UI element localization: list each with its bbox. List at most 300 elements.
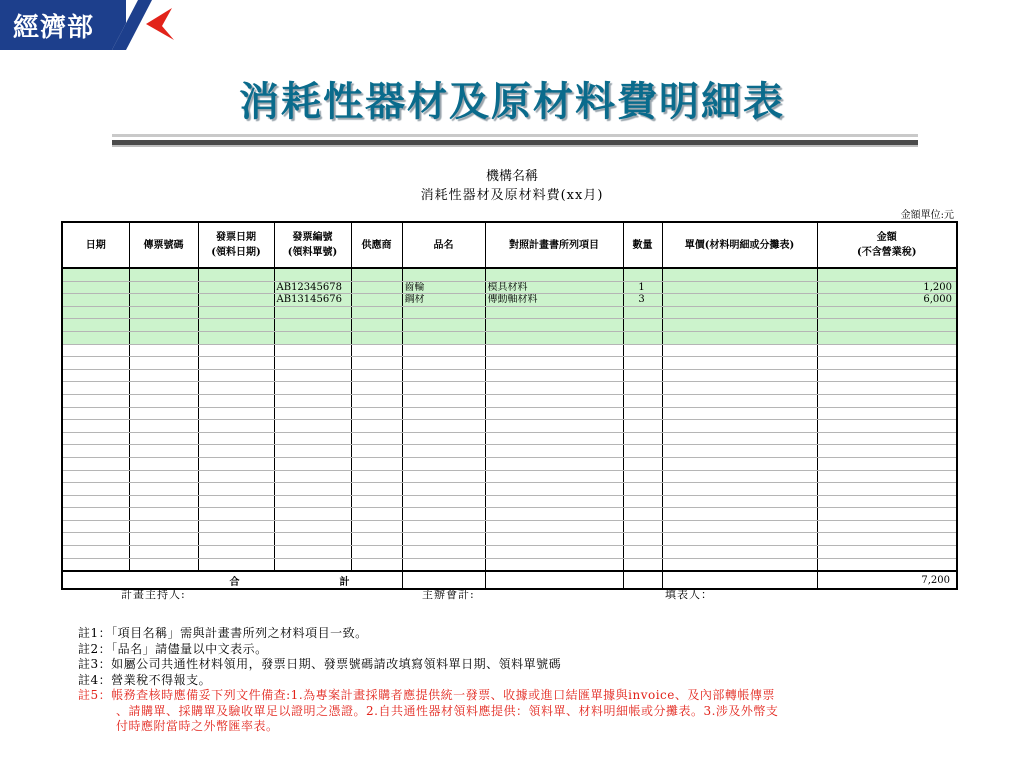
cell-invoice-date bbox=[198, 533, 274, 546]
cell-voucher-no bbox=[129, 457, 198, 470]
cell-date bbox=[62, 382, 129, 395]
table-row bbox=[62, 495, 957, 508]
cell-unit-price bbox=[662, 533, 817, 546]
cell-date bbox=[62, 520, 129, 533]
cell-date bbox=[62, 294, 129, 307]
cell-plan-item bbox=[485, 457, 623, 470]
cell-supplier bbox=[351, 268, 402, 281]
table-row bbox=[62, 508, 957, 521]
note-5-line-2: 、請購單、採購單及驗收單足以證明之憑證。2.自共通性器材領料應提供：領料單、材料明細帳或分攤表。3.涉及外幣支 bbox=[116, 703, 779, 718]
cell-date bbox=[62, 306, 129, 319]
cell-item-name bbox=[402, 470, 485, 483]
cell-date bbox=[62, 470, 129, 483]
table-row bbox=[62, 382, 957, 395]
cell-voucher-no bbox=[129, 281, 198, 294]
table-row bbox=[62, 520, 957, 533]
table-row bbox=[62, 546, 957, 559]
cell-plan-item bbox=[485, 357, 623, 370]
cell-invoice-no bbox=[274, 533, 351, 546]
note-4: 註4：營業稅不得報支。 bbox=[78, 672, 212, 687]
org-name: 機構名稱 bbox=[485, 169, 538, 184]
cell-item-name bbox=[402, 319, 485, 332]
cell-unit-price bbox=[662, 331, 817, 344]
cell-amount bbox=[817, 331, 957, 344]
cell-supplier bbox=[351, 558, 402, 571]
cell-quantity bbox=[623, 470, 662, 483]
cell-date bbox=[62, 508, 129, 521]
cell-amount bbox=[817, 508, 957, 521]
cell-item-name bbox=[402, 533, 485, 546]
cell-invoice-date bbox=[198, 369, 274, 382]
total-label-2: 計 bbox=[339, 576, 350, 588]
cell-invoice-no bbox=[274, 344, 351, 357]
cell-invoice-date bbox=[198, 495, 274, 508]
cell-unit-price bbox=[662, 558, 817, 571]
note-5-line-1: 註5：帳務查核時應備妥下列文件備查:1.為專案計畫採購者應提供統一發票、收據或進口結匯單據與invoice、及內部轉帳傳票 bbox=[78, 688, 775, 702]
cell-quantity bbox=[623, 508, 662, 521]
cell-voucher-no bbox=[129, 508, 198, 521]
col-header-date: 日期 bbox=[62, 222, 129, 268]
cell-quantity bbox=[623, 483, 662, 496]
cell-unit-price bbox=[662, 394, 817, 407]
table-header-row bbox=[62, 222, 957, 268]
cell-amount bbox=[817, 306, 957, 319]
cell-voucher-no bbox=[129, 357, 198, 370]
cell-invoice-no bbox=[274, 495, 351, 508]
cell-supplier bbox=[351, 281, 402, 294]
col-header-plan-item: 對照計畫書所列項目 bbox=[485, 222, 623, 268]
cell-quantity bbox=[623, 558, 662, 571]
cell-invoice-date bbox=[198, 344, 274, 357]
table-row bbox=[62, 470, 957, 483]
cell-date bbox=[62, 558, 129, 571]
cell-plan-item bbox=[485, 382, 623, 395]
cell-supplier bbox=[351, 495, 402, 508]
cell-supplier bbox=[351, 508, 402, 521]
page-title: 消耗性器材及原材料費明細表 bbox=[239, 78, 785, 125]
table-row bbox=[62, 533, 957, 546]
cell-date bbox=[62, 533, 129, 546]
cell-invoice-date bbox=[198, 445, 274, 458]
cell-item-name bbox=[402, 306, 485, 319]
cell-invoice-no bbox=[274, 457, 351, 470]
cell-invoice-date bbox=[198, 382, 274, 395]
cell-quantity bbox=[623, 432, 662, 445]
cell-invoice-date bbox=[198, 331, 274, 344]
cell-voucher-no bbox=[129, 533, 198, 546]
cell-invoice-date bbox=[198, 394, 274, 407]
cell-quantity: 1 bbox=[623, 281, 662, 294]
logo-emblem-icon bbox=[112, 0, 184, 50]
cell-supplier bbox=[351, 457, 402, 470]
cell-voucher-no bbox=[129, 319, 198, 332]
cell-item-name bbox=[402, 407, 485, 420]
cell-invoice-no bbox=[274, 369, 351, 382]
cell-supplier bbox=[351, 382, 402, 395]
total-empty-cell bbox=[623, 571, 662, 589]
cell-amount bbox=[817, 445, 957, 458]
cell-voucher-no bbox=[129, 495, 198, 508]
cell-amount bbox=[817, 558, 957, 571]
cell-quantity bbox=[623, 495, 662, 508]
cell-unit-price bbox=[662, 445, 817, 458]
cell-unit-price bbox=[662, 495, 817, 508]
cell-item-name bbox=[402, 508, 485, 521]
cell-date bbox=[62, 319, 129, 332]
cell-voucher-no bbox=[129, 546, 198, 559]
cell-amount bbox=[817, 546, 957, 559]
table-row bbox=[62, 319, 957, 332]
cell-voucher-no bbox=[129, 382, 198, 395]
cell-date bbox=[62, 331, 129, 344]
cell-amount bbox=[817, 382, 957, 395]
ministry-logo bbox=[0, 0, 184, 50]
cell-unit-price bbox=[662, 382, 817, 395]
cell-supplier bbox=[351, 432, 402, 445]
cell-unit-price bbox=[662, 432, 817, 445]
col-header-amount: 金額 (不含營業稅) bbox=[817, 222, 957, 268]
cell-invoice-no bbox=[274, 520, 351, 533]
table-row bbox=[62, 407, 957, 420]
cell-supplier bbox=[351, 294, 402, 307]
cell-plan-item bbox=[485, 344, 623, 357]
cell-supplier bbox=[351, 546, 402, 559]
cell-voucher-no bbox=[129, 520, 198, 533]
cell-date bbox=[62, 268, 129, 281]
cell-plan-item bbox=[485, 470, 623, 483]
note-1: 註1：「項目名稱」需與計畫書所列之材料項目一致。 bbox=[78, 626, 368, 640]
cell-quantity bbox=[623, 394, 662, 407]
cell-unit-price bbox=[662, 508, 817, 521]
cell-item-name bbox=[402, 394, 485, 407]
note-3: 註3：如屬公司共通性材料領用，發票日期、發票號碼請改填寫領料單日期、領料單號碼 bbox=[78, 657, 562, 671]
cell-amount bbox=[817, 495, 957, 508]
cell-invoice-no bbox=[274, 382, 351, 395]
table-row bbox=[62, 483, 957, 496]
cell-invoice-date bbox=[198, 420, 274, 433]
notes-section bbox=[78, 626, 958, 735]
cell-date bbox=[62, 407, 129, 420]
cell-invoice-date bbox=[198, 520, 274, 533]
cell-quantity bbox=[623, 546, 662, 559]
total-label-1: 合 bbox=[229, 576, 240, 588]
cell-invoice-date bbox=[198, 306, 274, 319]
cell-amount bbox=[817, 394, 957, 407]
cell-invoice-no bbox=[274, 394, 351, 407]
cell-amount bbox=[817, 268, 957, 281]
title-divider-shadow bbox=[112, 145, 918, 147]
cell-item-name bbox=[402, 495, 485, 508]
cell-invoice-no bbox=[274, 407, 351, 420]
total-label-cell bbox=[62, 571, 402, 589]
cell-item-name bbox=[402, 331, 485, 344]
cell-supplier bbox=[351, 357, 402, 370]
col-header-unit-price: 單價(材料明細或分攤表) bbox=[662, 222, 817, 268]
cell-voucher-no bbox=[129, 268, 198, 281]
table-row bbox=[62, 331, 957, 344]
cell-invoice-no bbox=[274, 420, 351, 433]
cell-plan-item bbox=[485, 394, 623, 407]
cell-item-name bbox=[402, 268, 485, 281]
cell-supplier bbox=[351, 344, 402, 357]
cell-quantity bbox=[623, 319, 662, 332]
cell-item-name bbox=[402, 344, 485, 357]
cell-invoice-no bbox=[274, 432, 351, 445]
cell-invoice-no bbox=[274, 319, 351, 332]
cell-voucher-no bbox=[129, 432, 198, 445]
cell-amount bbox=[817, 344, 957, 357]
cell-amount bbox=[817, 357, 957, 370]
logo-text: 經濟部 bbox=[13, 13, 95, 43]
cell-invoice-date bbox=[198, 470, 274, 483]
cell-plan-item bbox=[485, 268, 623, 281]
cell-voucher-no bbox=[129, 420, 198, 433]
cell-invoice-no: AB12345678 bbox=[274, 281, 351, 294]
cell-invoice-date bbox=[198, 268, 274, 281]
cell-unit-price bbox=[662, 457, 817, 470]
cell-supplier bbox=[351, 369, 402, 382]
cell-unit-price bbox=[662, 268, 817, 281]
col-header-invoice-no: 發票編號 (領料單號) bbox=[274, 222, 351, 268]
cell-plan-item bbox=[485, 306, 623, 319]
cell-invoice-date bbox=[198, 281, 274, 294]
cell-invoice-date bbox=[198, 319, 274, 332]
col-header-invoice-date: 發票日期 (領料日期) bbox=[198, 222, 274, 268]
cell-unit-price bbox=[662, 420, 817, 433]
cell-amount bbox=[817, 407, 957, 420]
cell-invoice-date bbox=[198, 294, 274, 307]
cell-invoice-date bbox=[198, 508, 274, 521]
cell-invoice-no bbox=[274, 306, 351, 319]
cell-unit-price bbox=[662, 483, 817, 496]
cell-quantity bbox=[623, 331, 662, 344]
cell-plan-item bbox=[485, 495, 623, 508]
cell-supplier bbox=[351, 319, 402, 332]
cell-amount bbox=[817, 420, 957, 433]
table-row bbox=[62, 306, 957, 319]
cell-date bbox=[62, 432, 129, 445]
total-row bbox=[62, 571, 957, 589]
cell-invoice-date bbox=[198, 483, 274, 496]
cell-quantity bbox=[623, 306, 662, 319]
cell-plan-item bbox=[485, 331, 623, 344]
table-row bbox=[62, 558, 957, 571]
cell-voucher-no bbox=[129, 306, 198, 319]
cell-supplier bbox=[351, 331, 402, 344]
cell-date bbox=[62, 369, 129, 382]
cell-amount bbox=[817, 483, 957, 496]
cell-plan-item bbox=[485, 508, 623, 521]
cell-unit-price bbox=[662, 520, 817, 533]
cell-amount bbox=[817, 470, 957, 483]
cell-quantity bbox=[623, 407, 662, 420]
cell-date bbox=[62, 281, 129, 294]
cell-amount bbox=[817, 432, 957, 445]
table-row bbox=[62, 294, 957, 307]
cell-unit-price bbox=[662, 407, 817, 420]
cell-quantity bbox=[623, 357, 662, 370]
cell-plan-item bbox=[485, 432, 623, 445]
cell-date bbox=[62, 420, 129, 433]
table-row bbox=[62, 369, 957, 382]
cell-voucher-no bbox=[129, 394, 198, 407]
cell-amount bbox=[817, 457, 957, 470]
col-header-quantity: 數量 bbox=[623, 222, 662, 268]
cell-item-name bbox=[402, 357, 485, 370]
cell-supplier bbox=[351, 483, 402, 496]
signature-plan-host: 計畫主持人: bbox=[121, 588, 186, 601]
cell-invoice-no bbox=[274, 558, 351, 571]
cell-item-name bbox=[402, 382, 485, 395]
cell-plan-item bbox=[485, 520, 623, 533]
cell-unit-price bbox=[662, 319, 817, 332]
signature-filler: 填表人： bbox=[665, 588, 713, 601]
cell-voucher-no bbox=[129, 558, 198, 571]
table-body bbox=[62, 268, 957, 571]
cell-plan-item bbox=[485, 445, 623, 458]
cell-unit-price bbox=[662, 344, 817, 357]
table-row bbox=[62, 445, 957, 458]
cell-quantity bbox=[623, 457, 662, 470]
amount-unit: 金額單位:元 bbox=[900, 210, 954, 221]
cell-supplier bbox=[351, 520, 402, 533]
cell-voucher-no bbox=[129, 294, 198, 307]
cell-invoice-no bbox=[274, 546, 351, 559]
cell-item-name bbox=[402, 520, 485, 533]
cell-voucher-no bbox=[129, 407, 198, 420]
cell-plan-item: 傳動軸材料 bbox=[485, 294, 623, 307]
form-subtitle: 消耗性器材及原材料費(xx月) bbox=[420, 188, 604, 203]
cell-item-name bbox=[402, 432, 485, 445]
cell-amount bbox=[817, 369, 957, 382]
cell-item-name: 齒輪 bbox=[402, 281, 485, 294]
cell-unit-price bbox=[662, 281, 817, 294]
cell-plan-item bbox=[485, 533, 623, 546]
signature-accountant: 主辦會計: bbox=[422, 588, 475, 601]
cell-plan-item bbox=[485, 546, 623, 559]
cell-amount bbox=[817, 533, 957, 546]
cell-date bbox=[62, 495, 129, 508]
cell-item-name bbox=[402, 558, 485, 571]
total-amount: 7,200 bbox=[817, 571, 957, 589]
cell-supplier bbox=[351, 470, 402, 483]
title-divider-light bbox=[112, 134, 918, 137]
cell-voucher-no bbox=[129, 470, 198, 483]
note-5-line-3: 付時應附當時之外幣匯率表。 bbox=[116, 719, 279, 733]
expense-table bbox=[61, 221, 958, 590]
cell-invoice-no: AB13145676 bbox=[274, 294, 351, 307]
cell-plan-item bbox=[485, 407, 623, 420]
cell-quantity bbox=[623, 382, 662, 395]
cell-plan-item bbox=[485, 420, 623, 433]
cell-invoice-no bbox=[274, 483, 351, 496]
cell-invoice-no bbox=[274, 508, 351, 521]
cell-item-name bbox=[402, 457, 485, 470]
cell-date bbox=[62, 546, 129, 559]
cell-unit-price bbox=[662, 306, 817, 319]
cell-unit-price bbox=[662, 470, 817, 483]
table-row bbox=[62, 420, 957, 433]
cell-invoice-date bbox=[198, 558, 274, 571]
cell-item-name bbox=[402, 420, 485, 433]
cell-plan-item bbox=[485, 369, 623, 382]
cell-invoice-no bbox=[274, 445, 351, 458]
cell-quantity bbox=[623, 369, 662, 382]
cell-quantity bbox=[623, 420, 662, 433]
cell-unit-price bbox=[662, 369, 817, 382]
cell-invoice-no bbox=[274, 331, 351, 344]
cell-amount bbox=[817, 520, 957, 533]
cell-voucher-no bbox=[129, 483, 198, 496]
cell-supplier bbox=[351, 407, 402, 420]
cell-invoice-no bbox=[274, 470, 351, 483]
cell-supplier bbox=[351, 533, 402, 546]
cell-plan-item bbox=[485, 558, 623, 571]
cell-invoice-date bbox=[198, 546, 274, 559]
cell-voucher-no bbox=[129, 344, 198, 357]
cell-date bbox=[62, 457, 129, 470]
table-row bbox=[62, 268, 957, 281]
col-header-supplier: 供應商 bbox=[351, 222, 402, 268]
cell-date bbox=[62, 483, 129, 496]
col-header-item-name: 品名 bbox=[402, 222, 485, 268]
cell-unit-price bbox=[662, 294, 817, 307]
cell-plan-item bbox=[485, 483, 623, 496]
cell-quantity bbox=[623, 344, 662, 357]
table-row bbox=[62, 281, 957, 294]
cell-amount bbox=[817, 319, 957, 332]
cell-quantity: 3 bbox=[623, 294, 662, 307]
cell-unit-price bbox=[662, 357, 817, 370]
cell-invoice-date bbox=[198, 432, 274, 445]
cell-item-name bbox=[402, 445, 485, 458]
table-row bbox=[62, 432, 957, 445]
cell-invoice-date bbox=[198, 357, 274, 370]
total-empty-cell bbox=[485, 571, 623, 589]
cell-supplier bbox=[351, 306, 402, 319]
cell-supplier bbox=[351, 420, 402, 433]
cell-date bbox=[62, 344, 129, 357]
col-header-voucher: 傳票號碼 bbox=[129, 222, 198, 268]
cell-item-name bbox=[402, 546, 485, 559]
cell-voucher-no bbox=[129, 331, 198, 344]
cell-amount: 1,200 bbox=[817, 281, 957, 294]
cell-date bbox=[62, 394, 129, 407]
cell-voucher-no bbox=[129, 445, 198, 458]
cell-amount: 6,000 bbox=[817, 294, 957, 307]
cell-invoice-date bbox=[198, 457, 274, 470]
cell-quantity bbox=[623, 268, 662, 281]
cell-invoice-date bbox=[198, 407, 274, 420]
cell-item-name: 鋼材 bbox=[402, 294, 485, 307]
cell-quantity bbox=[623, 533, 662, 546]
cell-plan-item bbox=[485, 319, 623, 332]
table-row bbox=[62, 344, 957, 357]
cell-plan-item: 模具材料 bbox=[485, 281, 623, 294]
cell-date bbox=[62, 357, 129, 370]
cell-quantity bbox=[623, 445, 662, 458]
cell-item-name bbox=[402, 369, 485, 382]
table-row bbox=[62, 457, 957, 470]
table-row bbox=[62, 357, 957, 370]
cell-invoice-no bbox=[274, 268, 351, 281]
cell-voucher-no bbox=[129, 369, 198, 382]
cell-quantity bbox=[623, 520, 662, 533]
note-2: 註2：「品名」請儘量以中文表示。 bbox=[78, 641, 268, 656]
cell-date bbox=[62, 445, 129, 458]
cell-supplier bbox=[351, 394, 402, 407]
cell-item-name bbox=[402, 483, 485, 496]
